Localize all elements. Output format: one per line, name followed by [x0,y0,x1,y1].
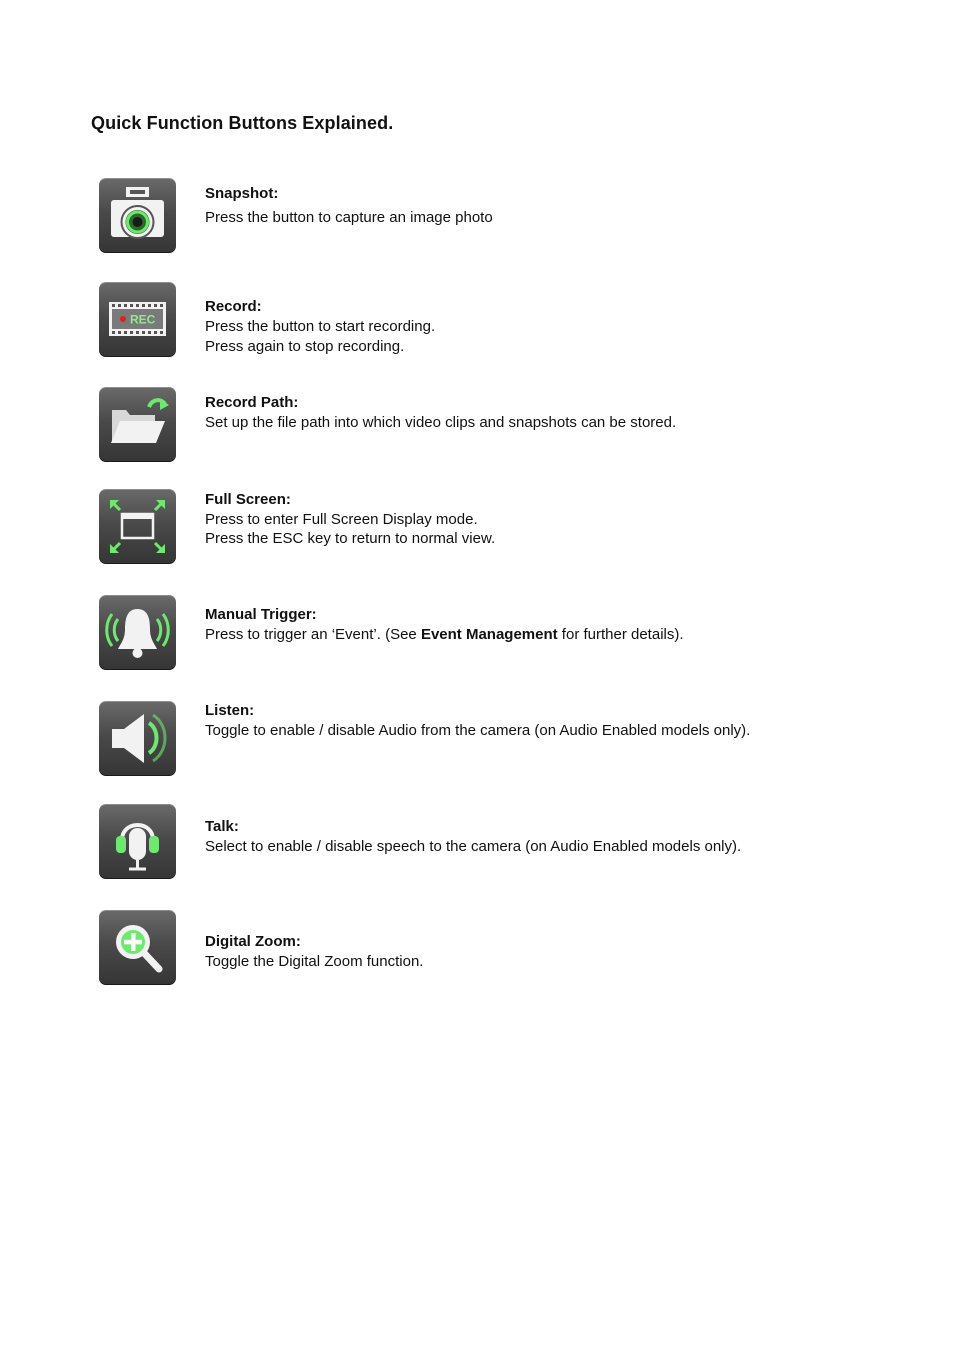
item-description: Toggle the Digital Zoom function. [205,952,424,970]
manual-trigger-button[interactable] [99,595,176,670]
speaker-icon [99,701,176,776]
item-digital-zoom [99,910,919,986]
event-management-reference: Event Management [420,625,558,643]
item-text [205,932,423,971]
item-full-screen [99,489,919,565]
svg-text:REC: REC [130,312,156,327]
item-description: Press the ESC key to return to normal view. [205,530,496,547]
talk-button[interactable] [99,804,176,879]
item-label: Snapshot: [205,185,279,202]
snapshot-button[interactable] [99,178,176,253]
record-button[interactable] [99,282,176,357]
page-title: Quick Function Buttons Explained. [91,113,394,133]
item-description: Press to enter Full Screen Display mode. [205,510,478,528]
item-text [205,605,684,644]
item-label: Manual Trigger: [205,606,317,623]
item-text [205,184,493,227]
item-label: Listen: [205,702,255,719]
bell-icon [99,595,176,670]
item-snapshot [99,178,919,254]
full-screen-button[interactable] [99,489,176,564]
item-description: Set up the file path into which video clips and snapshots can be stored. [205,413,677,431]
zoom-in-icon [99,910,176,985]
item-label: Full Screen: [205,491,291,508]
digital-zoom-button[interactable] [99,910,176,985]
item-label: Record: [205,298,262,315]
rec-icon [99,282,176,357]
item-record [99,282,919,358]
item-description: Press the button to capture an image photo [205,208,493,226]
item-text [205,817,741,856]
item-text [205,490,495,549]
item-record-path [99,387,919,463]
item-manual-trigger [99,595,919,671]
item-description: Press to trigger an ‘Event’. (See Event Management for further details). [205,625,684,643]
listen-button[interactable] [99,701,176,776]
item-text [205,297,435,357]
item-description: Select to enable / disable speech to the camera (on Audio Enabled models only). [205,837,742,855]
item-label: Digital Zoom: [205,933,301,950]
folder-icon [99,387,176,462]
item-description: Press again to stop recording. [205,338,405,355]
fullscreen-icon [99,489,176,564]
camera-icon [99,178,176,253]
item-text [205,701,750,740]
item-label: Record Path: [205,394,299,411]
item-listen [99,701,919,777]
item-description: Toggle to enable / disable Audio from the camera (on Audio Enabled models only). [205,721,751,739]
record-path-button[interactable] [99,387,176,462]
item-text [205,393,676,432]
item-label: Talk: [205,818,239,835]
microphone-icon [99,804,176,879]
item-talk [99,804,919,880]
item-description: Press the button to start recording. [205,317,436,335]
